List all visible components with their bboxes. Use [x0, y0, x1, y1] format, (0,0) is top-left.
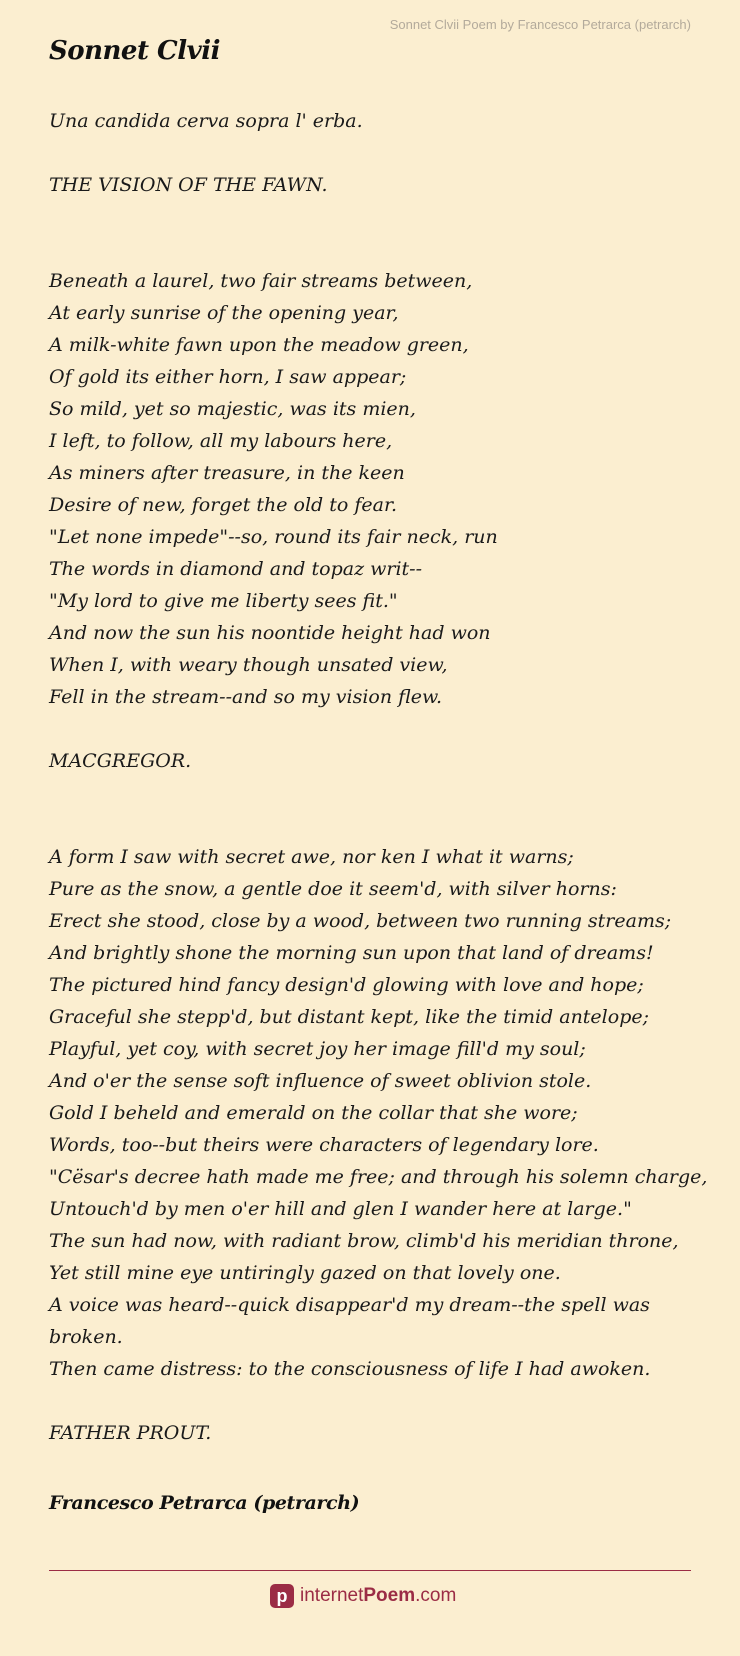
poem-line: So mild, yet so majestic, was its mien, [49, 398, 416, 420]
poem-line: "Cësar's decree hath made me free; and through his solemn charge, [49, 1166, 708, 1188]
poem-line: Beneath a laurel, two fair streams between, [49, 270, 473, 292]
poem-line: When I, with weary though unsated view, [49, 654, 448, 676]
stanza-gap [49, 1385, 699, 1417]
stanza-gap [49, 777, 699, 809]
brand-suffix: .com [415, 1585, 457, 1606]
poem-line: Playful, yet coy, with secret joy her image fill'd my soul; [49, 1038, 586, 1060]
poem-line: Desire of new, forget the old to fear. [49, 494, 398, 516]
footer-divider [49, 1570, 691, 1571]
poem-line: And o'er the sense soft influence of sweet oblivion stole. [49, 1070, 592, 1092]
stanza-gap [49, 201, 699, 233]
poem-line: "My lord to give me liberty sees fit." [49, 590, 398, 612]
poem-line: The words in diamond and topaz writ-- [49, 558, 423, 580]
poem-line: Of gold its either horn, I saw appear; [49, 366, 407, 388]
poem-line: The pictured hind fancy design'd glowing with love and hope; [49, 974, 644, 996]
site-logo[interactable] [270, 1581, 456, 1611]
poem-body [49, 105, 708, 1449]
internetpoem-logo-icon: p [270, 1584, 294, 1608]
poem-line: Untouch'd by men o'er hill and glen I wander here at large." [49, 1198, 632, 1220]
poem-line: A voice was heard--quick disappear'd my dream--the spell was broken. [49, 1294, 650, 1348]
stanza-gap [49, 137, 699, 169]
poem-line: "Let none impede"--so, round its fair neck, run [49, 526, 498, 548]
poem-line: Graceful she stepp'd, but distant kept, like the timid antelope; [49, 1006, 650, 1028]
poem-line: Then came distress: to the consciousness of life I had awoken. [49, 1358, 651, 1380]
translator-name: FATHER PROUT. [49, 1422, 212, 1444]
poem-author[interactable]: Francesco Petrarca (petrarch) [49, 1492, 360, 1514]
poem-line: And brightly shone the morning sun upon that land of dreams! [49, 942, 654, 964]
poem-line: And now the sun his noontide height had won [49, 622, 491, 644]
poem-line: I left, to follow, all my labours here, [49, 430, 393, 452]
stanza-gap [49, 233, 699, 265]
poem-title: Sonnet Clvii [49, 36, 220, 66]
poem-line: Fell in the stream--and so my vision flew. [49, 686, 443, 708]
poem-line: Gold I beheld and emerald on the collar that she wore; [49, 1102, 578, 1124]
brand-prefix: internet [300, 1585, 364, 1606]
brand-bold: Poem [363, 1585, 416, 1606]
poem-line: Words, too--but theirs were characters of legendary lore. [49, 1134, 599, 1156]
poem-line: As miners after treasure, in the keen [49, 462, 405, 484]
poem-line: The sun had now, with radiant brow, climb'd his meridian throne, [49, 1230, 679, 1252]
site-logo-text [300, 1585, 456, 1607]
poem-epigraph: Una candida cerva sopra l' erba. [49, 110, 363, 132]
poem-line: Yet still mine eye untiringly gazed on that lovely one. [49, 1262, 561, 1284]
stanza-1 [49, 265, 699, 713]
poem-line: A milk-white fawn upon the meadow green, [49, 334, 469, 356]
stanza-2 [49, 841, 708, 1385]
stanza-gap [49, 809, 699, 841]
poem-credit: Sonnet Clvii Poem by Francesco Petrarca (petrarch) [389, 17, 691, 32]
stanza-gap [49, 713, 699, 745]
poem-line: At early sunrise of the opening year, [49, 302, 399, 324]
poem-line: A form I saw with secret awe, nor ken I what it warns; [49, 846, 574, 868]
poem-heading: THE VISION OF THE FAWN. [49, 174, 328, 196]
poem-line: Pure as the snow, a gentle doe it seem'd, with silver horns: [49, 878, 617, 900]
poem-line: Erect she stood, close by a wood, between two running streams; [49, 910, 672, 932]
translator-name: MACGREGOR. [49, 750, 192, 772]
